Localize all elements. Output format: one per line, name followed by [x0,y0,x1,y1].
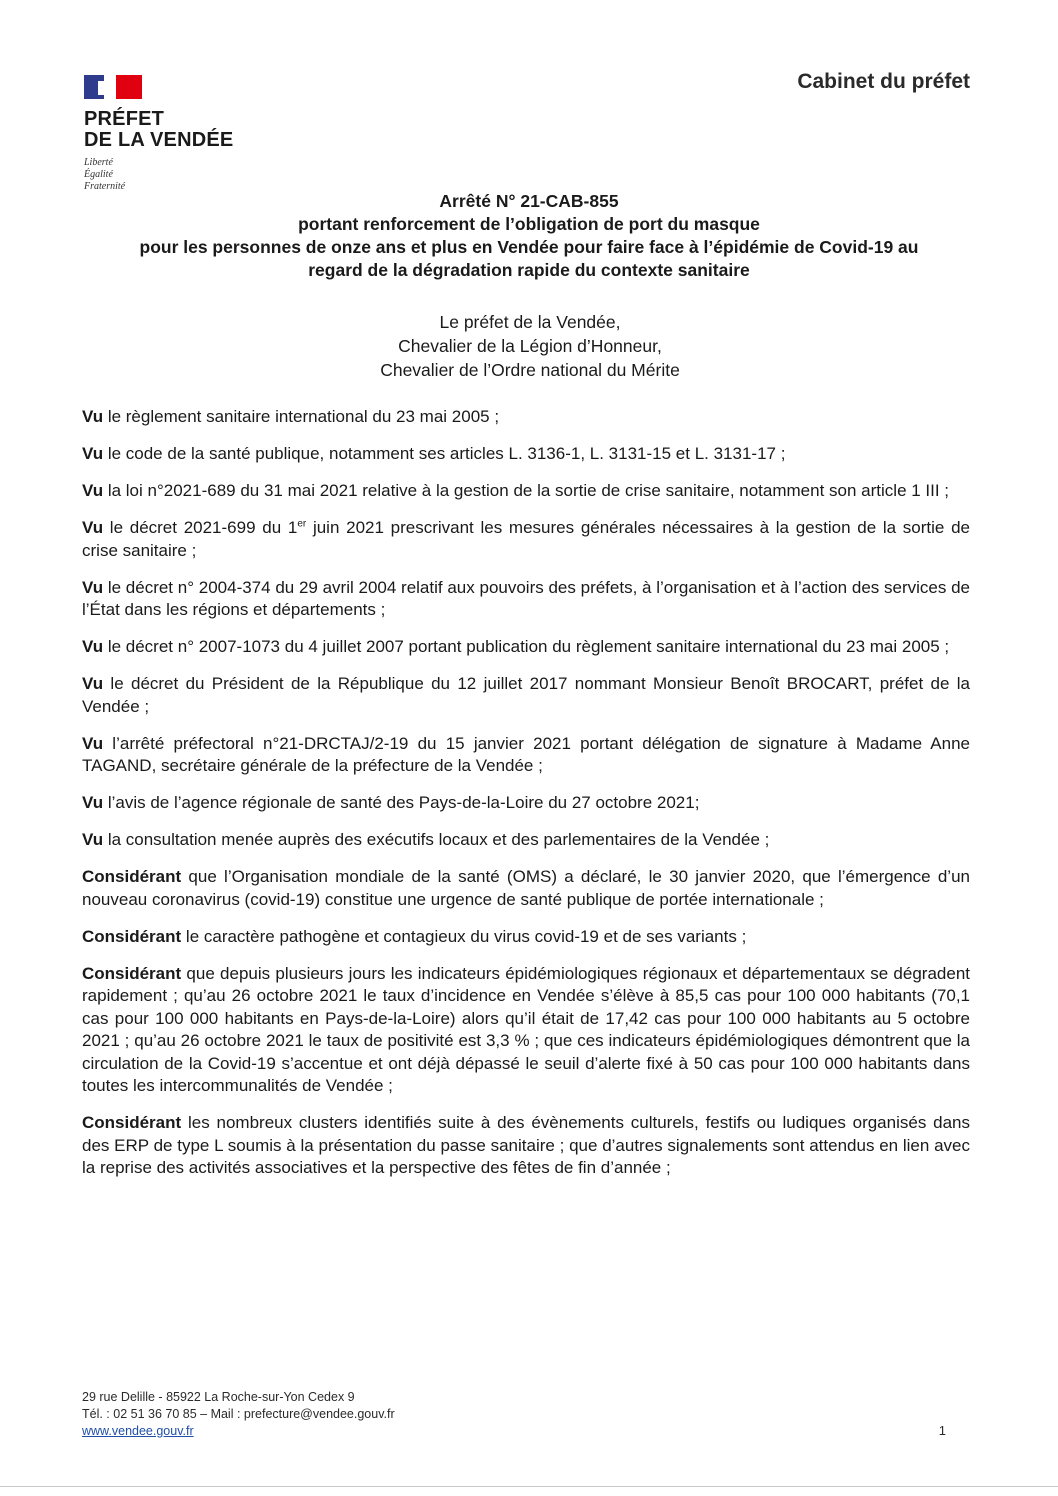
considerant-paragraph [82,926,970,949]
paragraph-text: la consultation menée auprès des exécutifs locaux et des parlementaires de la Vendée ; [103,830,770,849]
visa-paragraph [82,443,970,466]
prefecture-name-line2: DE LA VENDÉE [84,129,234,151]
visa-paragraph [82,673,970,718]
department-label: Cabinet du préfet [797,70,970,93]
paragraph-lead: Vu [82,518,104,537]
page-number: 1 [938,1423,946,1438]
motto-egalite: Égalité [84,169,113,180]
paragraph-lead: Vu [82,407,104,426]
prefect-title-line: Chevalier de l’Ordre national du Mérite [380,360,680,380]
paragraph-text: l’arrêté préfectoral n°21-DRCTAJ/2-19 du 15 janvier 2021 portant délégation de signature à Madame Anne TAGAND, secrétaire générale de la préfecture de la Vendée ; [82,733,970,775]
motto-fraternite: Fraternité [84,181,126,192]
paragraph-text: le règlement sanitaire international du 23 mai 2005 ; [103,407,500,426]
paragraph-text: le décret n° 2007-1073 du 4 juillet 2007 portant publication du règlement sanitaire international du 23 mai 2005 ; [103,637,950,656]
paragraph-lead: Vu [82,577,104,597]
visa-paragraph [82,406,970,429]
website-link[interactable]: www.vendee.gouv.fr [82,1424,194,1438]
prefect-title-line: Chevalier de la Légion d’Honneur, [398,336,662,356]
paragraph-text: le caractère pathogène et contagieux du virus covid-19 et de ses variants ; [181,926,747,946]
decree-title [70,190,988,282]
scan-edge-divider [0,1486,1058,1487]
visa-paragraph [82,829,970,852]
paragraph-lead: Vu [82,830,104,849]
paragraph-lead: Considérant [82,926,182,946]
decree-title-line: portant renforcement de l’obligation de port du masque [298,214,760,234]
paragraph-lead: Vu [82,733,104,753]
decree-title-line: regard de la dégradation rapide du contexte sanitaire [308,260,750,280]
paragraph-text: les nombreux clusters identifiés suite à des évènements culturels, festifs ou ludiques organisés dans des ERP de type L soumis à la présentation du passe sanitaire ; que d’autres signalements sont attendus en lien avec la reprise des activités associatives et la perspective des fêtes de fin d’année ; [82,1113,970,1177]
paragraph-lead: Considérant [82,1113,182,1132]
prefect-titles [230,310,830,382]
paragraph-text: que depuis plusieurs jours les indicateurs épidémiologiques régionaux et départementaux se dégradent rapidement ; qu’au 26 octobre 2021 le taux d’incidence en Vendée s’élève à 85,5 cas pour 100 000 habitants (70,1 cas pour 100 000 habitants en Pays-de-la-Loire) alors qu’il était de 17,42 cas pour 100 000 habitants au 5 octobre 2021 ; qu’au 26 octobre 2021 le taux de positivité est 3,3 % ; que ces indicateurs épidémiologiques démontrent que la circulation de la Covid-19 s’accentue et ont déjà dépassé le seuil d’alerte fixé à 50 cas pour 100 000 habitants dans toutes les intercommunalités de Vendée ; [82,963,970,1095]
paragraph-text: le décret 2021-699 du 1 [103,518,298,537]
paragraph-text: le décret du Président de la République du 12 juillet 2017 nommant Monsieur Benoît BROCART, préfet de la Vendée ; [82,674,970,716]
considerant-paragraph [82,1112,970,1180]
decree-number: Arrêté N° 21-CAB-855 [439,191,619,211]
considerant-paragraph [82,866,970,911]
paragraph-text: le décret n° 2004-374 du 29 avril 2004 relatif aux pouvoirs des préfets, à l’organisation et à l’action des services de l’État dans les régions et départements ; [82,577,970,619]
paragraph-text: l’avis de l’agence régionale de santé des Pays-de-la-Loire du 27 octobre 2021; [103,793,700,812]
paragraph-text: juin 2021 prescrivant les mesures générales nécessaires à la gestion de la sortie de crise sanitaire ; [82,518,970,560]
footer-contact: Tél. : 02 51 36 70 85 – Mail : prefecture@vendee.gouv.fr [82,1407,395,1421]
paragraph-lead: Vu [82,637,104,656]
prefecture-name-line1: PRÉFET [84,108,165,130]
paragraph-lead: Vu [82,674,104,693]
paragraph-text: la loi n°2021-689 du 31 mai 2021 relative à la gestion de la sortie de crise sanitaire, notamment son article 1 III ; [103,481,950,500]
paragraph-text: que l’Organisation mondiale de la santé (OMS) a déclaré, le 30 janvier 2020, que l’émergence d’un nouveau coronavirus (covid-19) constitue une urgence de santé publique de portée internationale ; [82,867,970,909]
republic-motto [84,157,284,193]
paragraph-lead: Considérant [82,867,182,886]
motto-liberte: Liberté [84,157,113,168]
page-footer [82,1389,395,1440]
decree-body [82,406,970,1194]
prefecture-logo [84,75,284,193]
paragraph-lead: Vu [82,793,104,812]
paragraph-lead: Considérant [82,963,182,983]
considerant-paragraph [82,963,970,1098]
visa-paragraph [82,636,970,659]
ordinal-superscript: er [297,518,307,530]
visa-paragraph [82,577,970,622]
footer-address: 29 rue Delille - 85922 La Roche-sur-Yon Cedex 9 [82,1390,355,1404]
paragraph-text: le code de la santé publique, notamment ses articles L. 3136-1, L. 3131-15 et L. 3131-17 ; [103,444,786,463]
paragraph-lead: Vu [82,444,104,463]
visa-paragraph [82,792,970,815]
visa-paragraph [82,480,970,503]
marianne-flag-icon [84,75,142,99]
prefect-title-line: Le préfet de la Vendée, [439,312,621,332]
visa-paragraph [82,517,970,562]
visa-paragraph [82,733,970,778]
paragraph-lead: Vu [82,481,104,500]
decree-title-line: pour les personnes de onze ans et plus en Vendée pour faire face à l’épidémie de Covid-19 au [139,237,919,257]
